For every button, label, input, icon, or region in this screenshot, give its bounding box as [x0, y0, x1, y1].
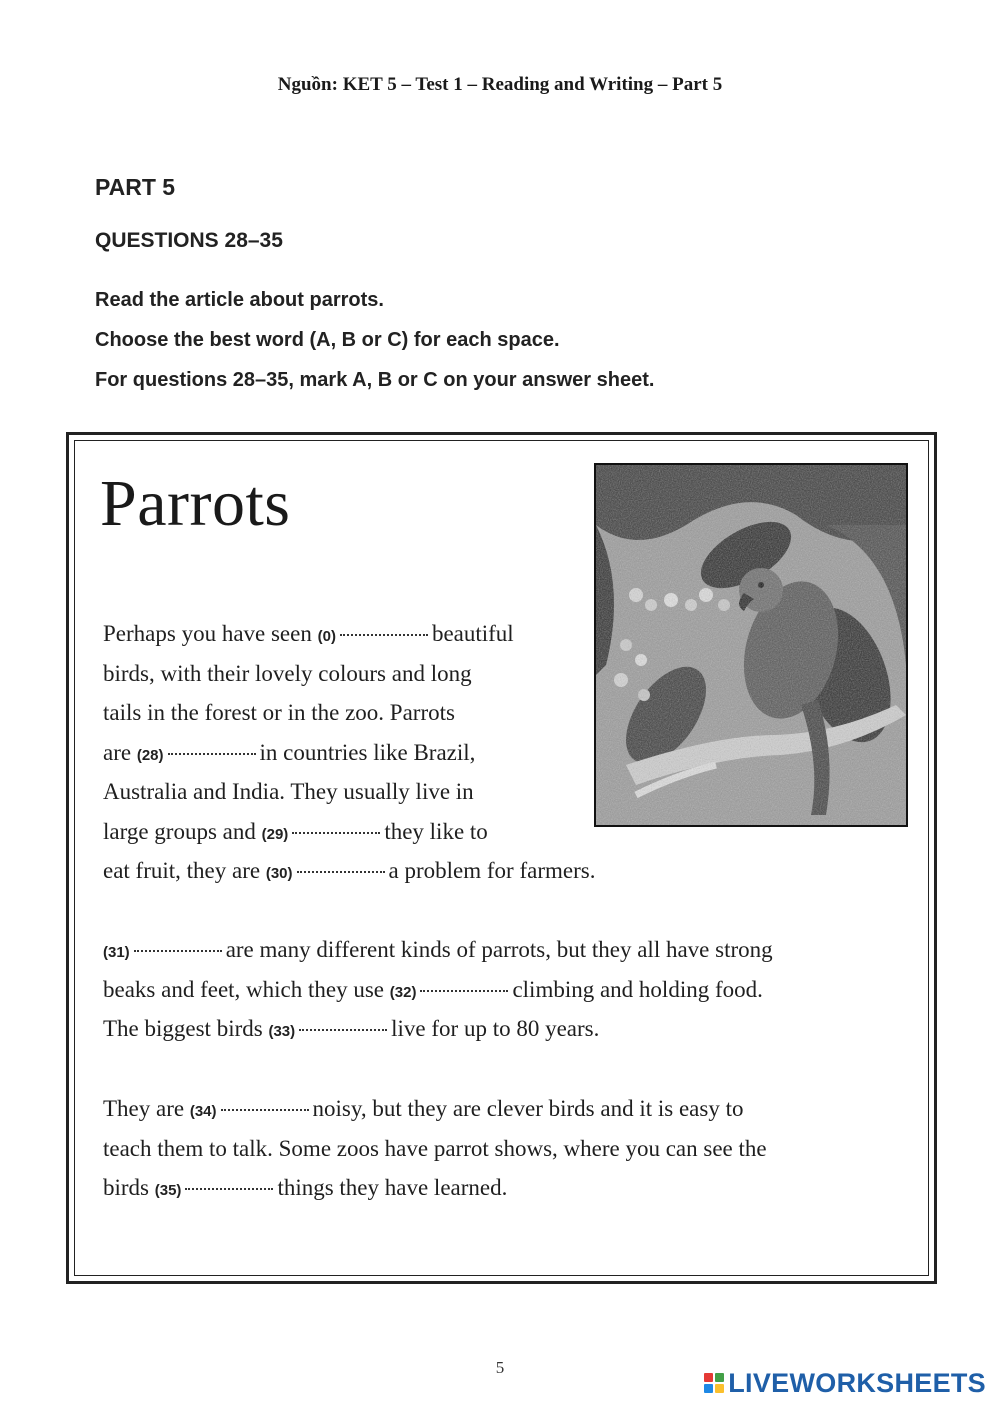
article-title: Parrots [100, 467, 291, 540]
text-fragment: beaks and feet, which they use [103, 976, 385, 1002]
text-fragment: things they have learned. [277, 1175, 508, 1200]
text-line [103, 851, 595, 891]
text-fragment: are [103, 739, 132, 765]
question-number: (29) [261, 825, 289, 843]
brand-text: LIVEWORKSHEETS [728, 1367, 986, 1398]
answer-blank[interactable] [185, 1186, 273, 1190]
text-line [103, 654, 595, 694]
question-number: (0) [317, 628, 336, 645]
text-line [103, 772, 595, 812]
question-number: (34) [189, 1103, 217, 1120]
text-fragment: beautiful [431, 621, 514, 646]
text-line [103, 812, 595, 852]
logo-square [715, 1373, 724, 1382]
text-fragment: birds, with their lovely colours and long [103, 660, 472, 686]
answer-blank[interactable] [340, 632, 428, 636]
text-fragment: live for up to 80 years. [391, 1016, 600, 1041]
text-line [103, 930, 773, 970]
source-line: Nguồn: KET 5 – Test 1 – Reading and Writing – Part 5 [277, 74, 723, 95]
page-number: 5 [495, 1358, 505, 1377]
text-fragment: Perhaps you have seen [103, 621, 312, 646]
article-paragraph-3 [103, 1089, 767, 1208]
logo-square [704, 1373, 713, 1382]
text-fragment: They are [103, 1096, 185, 1121]
question-number: (30) [265, 865, 293, 882]
question-number: (28) [136, 746, 164, 764]
text-line [103, 970, 773, 1010]
answer-blank[interactable] [168, 751, 256, 755]
question-number: (33) [268, 1023, 296, 1040]
text-fragment: tails in the forest or in the zoo. Parrots [103, 700, 455, 725]
text-fragment: they like to [384, 818, 488, 844]
logo-square [715, 1384, 724, 1393]
article-paragraph-2 [103, 930, 773, 1049]
parrot-photo [594, 463, 908, 827]
question-number: (32) [389, 983, 417, 1001]
text-fragment: large groups and [103, 818, 256, 844]
text-line [103, 614, 595, 654]
text-fragment: climbing and holding food. [512, 976, 763, 1002]
text-fragment: in countries like Brazil, [259, 739, 476, 765]
text-line [103, 1089, 767, 1129]
answer-blank[interactable] [221, 1107, 309, 1111]
text-fragment: Australia and India. They usually live in [103, 779, 474, 804]
text-line [103, 1009, 773, 1049]
text-fragment: eat fruit, they are [103, 858, 261, 883]
article-paragraph-1 [103, 614, 595, 891]
text-line [103, 1129, 767, 1169]
instruction-line: For questions 28–35, mark A, B or C on your answer sheet. [95, 369, 655, 391]
parrot-photo-image [596, 465, 906, 825]
part-title: PART 5 [95, 174, 176, 200]
logo-square [704, 1384, 713, 1393]
answer-blank[interactable] [297, 869, 385, 873]
liveworksheets-logo-icon [704, 1373, 724, 1393]
instruction-line: Read the article about parrots. [95, 289, 384, 311]
text-line [103, 733, 595, 773]
questions-title: QUESTIONS 28–35 [95, 229, 283, 252]
text-fragment: are many different kinds of parrots, but they all have strong [225, 937, 773, 962]
text-line [103, 693, 595, 733]
question-number: (31) [103, 944, 130, 961]
answer-blank[interactable] [420, 988, 508, 992]
text-line [103, 1168, 767, 1208]
text-fragment: noisy, but they are clever birds and it is easy to [312, 1096, 744, 1121]
answer-blank[interactable] [292, 830, 380, 834]
text-fragment: teach them to talk. Some zoos have parrot shows, where you can see the [103, 1135, 767, 1161]
instructions [95, 286, 654, 406]
answer-blank[interactable] [299, 1027, 387, 1031]
instruction-line: Choose the best word (A, B or C) for each space. [95, 329, 560, 351]
liveworksheets-brand[interactable] [704, 1367, 986, 1399]
answer-blank[interactable] [134, 948, 222, 952]
text-fragment: birds [103, 1175, 149, 1200]
text-fragment: a problem for farmers. [388, 858, 596, 883]
question-number: (35) [154, 1182, 182, 1199]
text-fragment: The biggest birds [103, 1016, 263, 1041]
